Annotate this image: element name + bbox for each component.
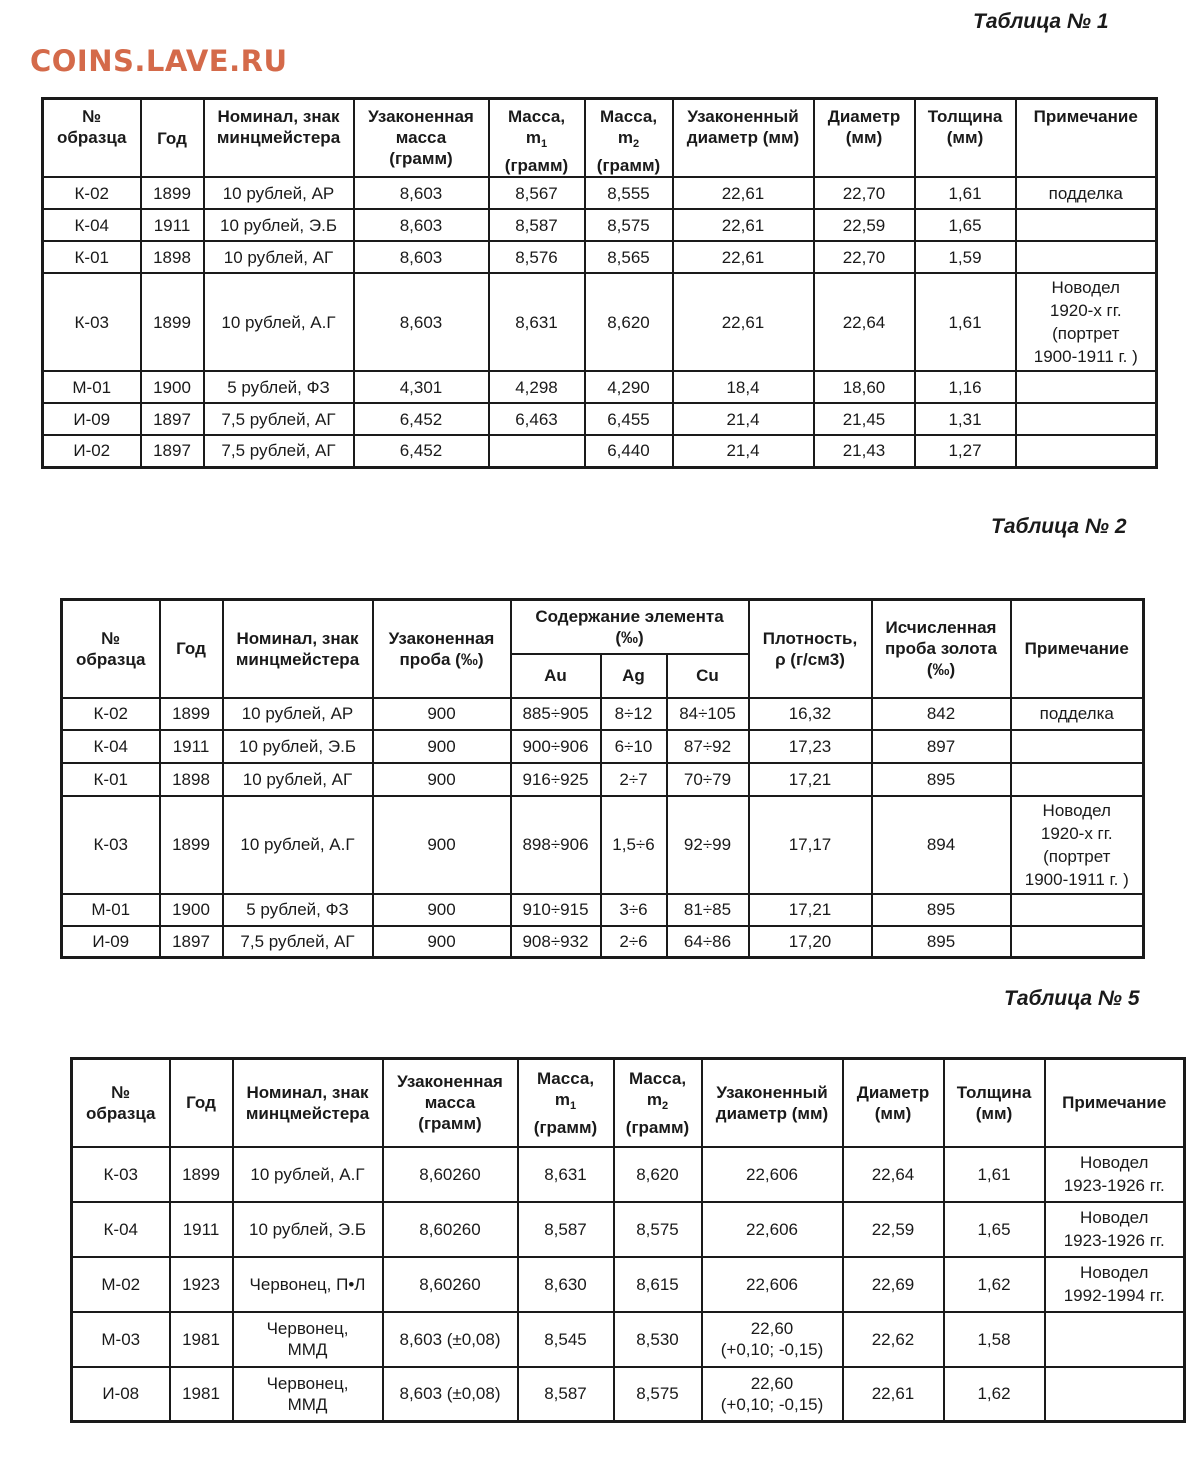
table-row <box>43 403 1157 435</box>
table5-header-year: Год <box>170 1059 233 1147</box>
denomination-cell: Червонец, ММД <box>233 1312 383 1367</box>
year-cell: 1900 <box>160 894 223 926</box>
denomination-cell: 10 рублей, АР <box>223 698 373 730</box>
legal-fineness-cell: 900 <box>373 796 511 894</box>
mass2-cell: 8,565 <box>585 241 673 273</box>
year-cell: 1923 <box>170 1257 233 1312</box>
table-row <box>72 1202 1185 1257</box>
mass2-cell: 8,620 <box>614 1147 702 1202</box>
table1-header-sample: № образца <box>43 99 141 178</box>
density-cell: 17,20 <box>749 926 872 958</box>
thickness-cell: 1,61 <box>915 273 1016 371</box>
note-cell: подделка <box>1016 177 1157 209</box>
ag-cell: 8÷12 <box>601 698 667 730</box>
sample-cell: М-03 <box>72 1312 170 1367</box>
year-cell: 1911 <box>141 209 204 241</box>
denomination-cell: 10 рублей, А.Г <box>204 273 354 371</box>
sample-cell: М-01 <box>62 894 160 926</box>
sample-cell: К-03 <box>72 1147 170 1202</box>
legal-diameter-cell: 22,606 <box>702 1257 843 1312</box>
legal-diameter-cell: 22,606 <box>702 1202 843 1257</box>
legal-diameter-cell: 22,61 <box>673 209 814 241</box>
legal-diameter-cell: 18,4 <box>673 371 814 403</box>
density-cell: 17,23 <box>749 730 872 763</box>
note-cell <box>1016 209 1157 241</box>
cu-cell: 92÷99 <box>667 796 749 894</box>
table-row <box>43 371 1157 403</box>
denomination-cell: 10 рублей, А.Г <box>223 796 373 894</box>
mass2-cell: 8,575 <box>614 1367 702 1422</box>
table5-header-sample: № образца <box>72 1059 170 1147</box>
table5 <box>70 1057 1186 1423</box>
legal-mass-cell: 8,60260 <box>383 1202 518 1257</box>
mass2-cell: 6,455 <box>585 403 673 435</box>
legal-diameter-cell: 22,606 <box>702 1147 843 1202</box>
ag-cell: 6÷10 <box>601 730 667 763</box>
diameter-cell: 22,64 <box>843 1147 944 1202</box>
mass1-cell: 6,463 <box>489 403 585 435</box>
denomination-cell: 10 рублей, АГ <box>204 241 354 273</box>
table2-header-element-content: Содержание элемента (‰) <box>511 600 749 654</box>
thickness-cell: 1,61 <box>915 177 1016 209</box>
table2-header-calc-fineness: Исчисленная проба золота (‰) <box>872 600 1011 698</box>
denomination-cell: Червонец, П•Л <box>233 1257 383 1312</box>
ag-cell: 1,5÷6 <box>601 796 667 894</box>
legal-diameter-cell: 22,61 <box>673 241 814 273</box>
table-row <box>43 209 1157 241</box>
note-cell <box>1016 403 1157 435</box>
legal-diameter-cell: 22,60 (+0,10; -0,15) <box>702 1367 843 1422</box>
note-cell <box>1011 763 1144 796</box>
year-cell: 1897 <box>141 435 204 467</box>
diameter-cell: 22,59 <box>814 209 915 241</box>
table-row <box>72 1312 1185 1367</box>
note-cell <box>1045 1312 1185 1367</box>
year-cell: 1898 <box>160 763 223 796</box>
sample-cell: И-08 <box>72 1367 170 1422</box>
cu-cell: 64÷86 <box>667 926 749 958</box>
table-row <box>62 730 1144 763</box>
legal-fineness-cell: 900 <box>373 763 511 796</box>
note-cell <box>1011 730 1144 763</box>
diameter-cell: 22,62 <box>843 1312 944 1367</box>
density-cell: 16,32 <box>749 698 872 730</box>
cu-cell: 84÷105 <box>667 698 749 730</box>
table1-header-mass1: Масса, $m_1$ (грамм) <box>489 99 585 178</box>
diameter-cell: 22,70 <box>814 177 915 209</box>
table2-header-au: Au <box>511 654 601 698</box>
table2-header-note: Примечание <box>1011 600 1144 698</box>
denomination-cell: 7,5 рублей, АГ <box>204 403 354 435</box>
cu-cell: 81÷85 <box>667 894 749 926</box>
sample-cell: М-01 <box>43 371 141 403</box>
thickness-cell: 1,59 <box>915 241 1016 273</box>
thickness-cell: 1,65 <box>944 1202 1045 1257</box>
note-cell: Новодел 1920-х гг. (портрет 1900-1911 г. ) <box>1016 273 1157 371</box>
mass2-cell: 6,440 <box>585 435 673 467</box>
sample-cell: И-02 <box>43 435 141 467</box>
denomination-cell: 10 рублей, Э.Б <box>233 1202 383 1257</box>
legal-mass-cell: 8,603 <box>354 241 489 273</box>
mass1-cell: 8,545 <box>518 1312 614 1367</box>
denomination-cell: 7,5 рублей, АГ <box>223 926 373 958</box>
note-cell <box>1016 435 1157 467</box>
note-cell: Новодел 1923-1926 гг. <box>1045 1202 1185 1257</box>
mass1-cell: 8,631 <box>489 273 585 371</box>
table2-header-density: Плотность, ρ (г/см3) <box>749 600 872 698</box>
thickness-cell: 1,62 <box>944 1257 1045 1312</box>
diameter-cell: 22,59 <box>843 1202 944 1257</box>
table-row <box>62 894 1144 926</box>
table-row <box>43 177 1157 209</box>
year-cell: 1900 <box>141 371 204 403</box>
calc-fineness-cell: 895 <box>872 763 1011 796</box>
year-cell: 1899 <box>160 698 223 730</box>
au-cell: 900÷906 <box>511 730 601 763</box>
table2-header-legal-fineness: Узаконенная проба (‰) <box>373 600 511 698</box>
note-cell <box>1011 894 1144 926</box>
table1 <box>41 97 1158 469</box>
table2 <box>60 598 1145 959</box>
table-row <box>72 1367 1185 1422</box>
ag-cell: 3÷6 <box>601 894 667 926</box>
year-cell: 1897 <box>160 926 223 958</box>
diameter-cell: 22,70 <box>814 241 915 273</box>
table1-header-thickness: Толщина (мм) <box>915 99 1016 178</box>
thickness-cell: 1,65 <box>915 209 1016 241</box>
denomination-cell: 5 рублей, ФЗ <box>223 894 373 926</box>
note-cell: Новодел 1923-1926 гг. <box>1045 1147 1185 1202</box>
legal-fineness-cell: 900 <box>373 698 511 730</box>
calc-fineness-cell: 895 <box>872 926 1011 958</box>
thickness-cell: 1,61 <box>944 1147 1045 1202</box>
year-cell: 1981 <box>170 1312 233 1367</box>
year-cell: 1898 <box>141 241 204 273</box>
mass2-cell: 8,620 <box>585 273 673 371</box>
table5-caption: Таблица № 5 <box>1004 987 1140 1010</box>
calc-fineness-cell: 894 <box>872 796 1011 894</box>
diameter-cell: 22,61 <box>843 1367 944 1422</box>
mass2-cell: 8,575 <box>614 1202 702 1257</box>
table5-header-thickness: Толщина (мм) <box>944 1059 1045 1147</box>
legal-mass-cell: 6,452 <box>354 403 489 435</box>
legal-mass-cell: 6,452 <box>354 435 489 467</box>
legal-mass-cell: 4,301 <box>354 371 489 403</box>
denomination-cell: Червонец, ММД <box>233 1367 383 1422</box>
mass1-cell: 8,587 <box>489 209 585 241</box>
sample-cell: К-01 <box>43 241 141 273</box>
table-row <box>62 763 1144 796</box>
calc-fineness-cell: 895 <box>872 894 1011 926</box>
diameter-cell: 21,43 <box>814 435 915 467</box>
year-cell: 1981 <box>170 1367 233 1422</box>
mass1-cell: 8,567 <box>489 177 585 209</box>
table2-header-year: Год <box>160 600 223 698</box>
table-row <box>43 435 1157 467</box>
denomination-cell: 10 рублей, Э.Б <box>204 209 354 241</box>
note-cell: Новодел 1992-1994 гг. <box>1045 1257 1185 1312</box>
mass1-cell: 8,576 <box>489 241 585 273</box>
legal-mass-cell: 8,603 <box>354 177 489 209</box>
legal-diameter-cell: 21,4 <box>673 403 814 435</box>
au-cell: 910÷915 <box>511 894 601 926</box>
ag-cell: 2÷6 <box>601 926 667 958</box>
sample-cell: К-01 <box>62 763 160 796</box>
mass2-cell: 8,555 <box>585 177 673 209</box>
table2-header-cu: Cu <box>667 654 749 698</box>
density-cell: 17,21 <box>749 894 872 926</box>
legal-diameter-cell: 22,61 <box>673 273 814 371</box>
legal-mass-cell: 8,603 (±0,08) <box>383 1367 518 1422</box>
sample-cell: И-09 <box>62 926 160 958</box>
table2-header-ag: Ag <box>601 654 667 698</box>
sample-cell: К-04 <box>72 1202 170 1257</box>
calc-fineness-cell: 842 <box>872 698 1011 730</box>
table1-header-note: Примечание <box>1016 99 1157 178</box>
legal-diameter-cell: 22,61 <box>673 177 814 209</box>
legal-mass-cell: 8,603 <box>354 273 489 371</box>
note-cell <box>1045 1367 1185 1422</box>
diameter-cell: 22,69 <box>843 1257 944 1312</box>
legal-fineness-cell: 900 <box>373 926 511 958</box>
legal-mass-cell: 8,603 (±0,08) <box>383 1312 518 1367</box>
diameter-cell: 18,60 <box>814 371 915 403</box>
note-cell <box>1011 926 1144 958</box>
table1-header-legal-diameter: Узаконенный диаметр (мм) <box>673 99 814 178</box>
au-cell: 908÷932 <box>511 926 601 958</box>
sample-cell: К-02 <box>43 177 141 209</box>
mass2-cell: 8,615 <box>614 1257 702 1312</box>
thickness-cell: 1,31 <box>915 403 1016 435</box>
denomination-cell: 10 рублей, АГ <box>223 763 373 796</box>
table-row <box>62 926 1144 958</box>
mass1-cell: 8,587 <box>518 1367 614 1422</box>
denomination-cell: 10 рублей, Э.Б <box>223 730 373 763</box>
sample-cell: К-03 <box>62 796 160 894</box>
mass1-cell <box>489 435 585 467</box>
table-row <box>72 1147 1185 1202</box>
site-watermark: COINS.LAVE.RU <box>30 44 288 78</box>
thickness-cell: 1,62 <box>944 1367 1045 1422</box>
diameter-cell: 21,45 <box>814 403 915 435</box>
mass1-cell: 4,298 <box>489 371 585 403</box>
table5-header-legal-mass: Узаконенная масса (грамм) <box>383 1059 518 1147</box>
mass2-cell: 8,575 <box>585 209 673 241</box>
denomination-cell: 10 рублей, А.Г <box>233 1147 383 1202</box>
table-row <box>72 1257 1185 1312</box>
density-cell: 17,17 <box>749 796 872 894</box>
table-row <box>62 698 1144 730</box>
mass2-cell: 8,530 <box>614 1312 702 1367</box>
year-cell: 1911 <box>170 1202 233 1257</box>
mass1-cell: 8,630 <box>518 1257 614 1312</box>
calc-fineness-cell: 897 <box>872 730 1011 763</box>
legal-fineness-cell: 900 <box>373 730 511 763</box>
ag-cell: 2÷7 <box>601 763 667 796</box>
denomination-cell: 10 рублей, АР <box>204 177 354 209</box>
table2-caption: Таблица № 2 <box>991 515 1127 538</box>
table-row <box>43 273 1157 371</box>
legal-mass-cell: 8,60260 <box>383 1147 518 1202</box>
table1-header-legal-mass: Узаконенная масса (грамм) <box>354 99 489 178</box>
table1-header-mass2: Масса, $m_2$ (грамм) <box>585 99 673 178</box>
note-cell: подделка <box>1011 698 1144 730</box>
thickness-cell: 1,58 <box>944 1312 1045 1367</box>
mass2-cell: 4,290 <box>585 371 673 403</box>
thickness-cell: 1,16 <box>915 371 1016 403</box>
sample-cell: И-09 <box>43 403 141 435</box>
sample-cell: К-04 <box>43 209 141 241</box>
table1-header-year: Год <box>141 99 204 178</box>
table5-header-diameter: Диаметр (мм) <box>843 1059 944 1147</box>
denomination-cell: 5 рублей, ФЗ <box>204 371 354 403</box>
sample-cell: М-02 <box>72 1257 170 1312</box>
diameter-cell: 22,64 <box>814 273 915 371</box>
table2-header-sample: № образца <box>62 600 160 698</box>
year-cell: 1899 <box>141 273 204 371</box>
density-cell: 17,21 <box>749 763 872 796</box>
note-cell <box>1016 371 1157 403</box>
sample-cell: К-02 <box>62 698 160 730</box>
thickness-cell: 1,27 <box>915 435 1016 467</box>
legal-diameter-cell: 21,4 <box>673 435 814 467</box>
legal-fineness-cell: 900 <box>373 894 511 926</box>
au-cell: 916÷925 <box>511 763 601 796</box>
table5-header-note: Примечание <box>1045 1059 1185 1147</box>
table1-header-diameter: Диаметр (мм) <box>814 99 915 178</box>
year-cell: 1899 <box>170 1147 233 1202</box>
note-cell <box>1016 241 1157 273</box>
note-cell: Новодел 1920-х гг. (портрет 1900-1911 г. ) <box>1011 796 1144 894</box>
year-cell: 1897 <box>141 403 204 435</box>
table5-header-mass1: Масса, $m_1$ (грамм) <box>518 1059 614 1147</box>
year-cell: 1911 <box>160 730 223 763</box>
legal-diameter-cell: 22,60 (+0,10; -0,15) <box>702 1312 843 1367</box>
table5-header-legal-diameter: Узаконенный диаметр (мм) <box>702 1059 843 1147</box>
au-cell: 898÷906 <box>511 796 601 894</box>
au-cell: 885÷905 <box>511 698 601 730</box>
table1-caption: Таблица № 1 <box>973 10 1109 33</box>
sample-cell: К-04 <box>62 730 160 763</box>
year-cell: 1899 <box>160 796 223 894</box>
sample-cell: К-03 <box>43 273 141 371</box>
table5-header-mass2: Масса, $m_2$ (грамм) <box>614 1059 702 1147</box>
table-row <box>62 796 1144 894</box>
cu-cell: 87÷92 <box>667 730 749 763</box>
year-cell: 1899 <box>141 177 204 209</box>
mass1-cell: 8,631 <box>518 1147 614 1202</box>
legal-mass-cell: 8,60260 <box>383 1257 518 1312</box>
cu-cell: 70÷79 <box>667 763 749 796</box>
table1-header-denom: Номинал, знак минцмейстера <box>204 99 354 178</box>
table5-header-denom: Номинал, знак минцмейстера <box>233 1059 383 1147</box>
denomination-cell: 7,5 рублей, АГ <box>204 435 354 467</box>
table2-header-denom: Номинал, знак минцмейстера <box>223 600 373 698</box>
mass1-cell: 8,587 <box>518 1202 614 1257</box>
legal-mass-cell: 8,603 <box>354 209 489 241</box>
table-row <box>43 241 1157 273</box>
